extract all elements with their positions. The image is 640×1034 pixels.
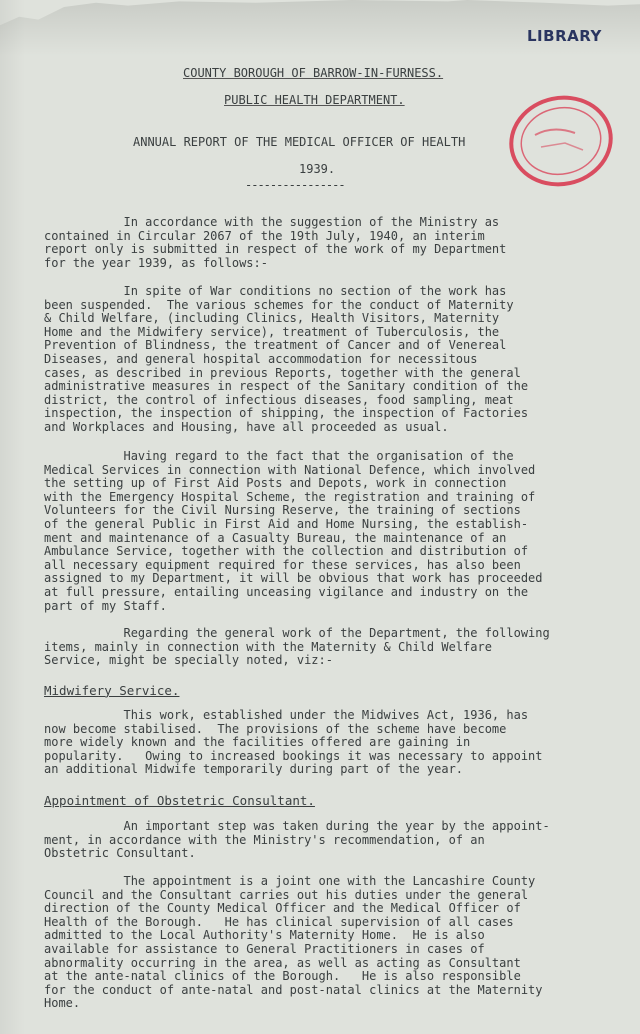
report-title: ANNUAL REPORT OF THE MEDICAL OFFICER OF HEALTH [133, 135, 466, 149]
obstetric-paragraph-1: An important step was taken during the year by the appoint- ment, in accordance with the Ministry's recommendation, of an Obstetric Consultant. [44, 819, 550, 861]
intro-paragraph: In accordance with the suggestion of the Ministry as contained in Circular 2067 of the 19th July, 1940, an interim report only is submitted in respect of the work of my Department for the year 1939, as follows:- [44, 215, 507, 270]
title-rule: ---------------- [245, 178, 345, 192]
war-conditions-paragraph: In spite of War conditions no section of the work has been suspended. The various schemes for the conduct of Maternity & Child Welfare, (including Clinics, Health Visitors, Maternity Home and the Midwifery service), treatment of Tuberculosis, the Prevention of Blindness, the treatment of Cancer and of Venereal Diseases, and general hospital accommodation for necessitous cases, as described in previous Reports, together with the general administrative measures in respect of the Sanitary condition of the district, the control of infectious diseases, food sampling, meat inspection, the inspection of shipping, the inspection of Factories and Workplaces and Housing, have all proceeded as usual. [44, 284, 529, 434]
general-work-paragraph: Regarding the general work of the Department, the following items, mainly in connection with the Maternity & Child Welfare Service, might be specially noted, viz:- [44, 626, 550, 668]
national-defence-paragraph: Having regard to the fact that the organisation of the Medical Services in connection with National Defence, which involved the setting up of First Aid Posts and Depots, work in connection with the Emergency Hospital Scheme, the registration and training of Volunteers for the Civil Nursing Reserve, the training of sections of the general Public in First Aid and Home Nursing, the establish- ment and maintenance of a Casualty Bureau, the maintenance of an Ambulance Service, together with the collection and distribution of all necessary equipment required for these services, has also been assigned to my Department, it will be obvious that work has proceeded at full pressure, entailing unceasing vigilance and industry on the part of my Staff. [44, 449, 543, 613]
paper-shadow [0, 0, 25, 1034]
obstetric-heading: Appointment of Obstetric Consultant. [44, 793, 315, 808]
library-stamp: LIBRARY [527, 27, 602, 45]
borough-title: COUNTY BOROUGH OF BARROW-IN-FURNESS. [183, 66, 444, 80]
midwifery-heading: Midwifery Service. [44, 683, 180, 698]
midwifery-paragraph: This work, established under the Midwives Act, 1936, has now become stabilised. The provisions of the scheme have become more widely known and the facilities offered are gaining in popularity. Owing to increased bookings it was necessary to appoint an additional Midwife temporarily during part of the year. [44, 708, 543, 777]
department-title: PUBLIC HEALTH DEPARTMENT. [224, 93, 405, 107]
red-seal-stamp [505, 95, 613, 191]
obstetric-paragraph-2: The appointment is a joint one with the Lancashire County Council and the Consultant carries out his duties under the general direction of the County Medical Officer and the Medical Officer of Health of the Borough. He has clinical supervision of all cases admitted to the Local Authority's Maternity Home. He is also available for assistance to General Practitioners in cases of abnormality occurring in the area, as well as acting as Consultant at the ante-natal clinics of the Borough. He is also responsible for the conduct of ante-natal and post-natal clinics at the Maternity Home. [44, 874, 543, 1011]
report-year: 1939. [299, 162, 336, 176]
